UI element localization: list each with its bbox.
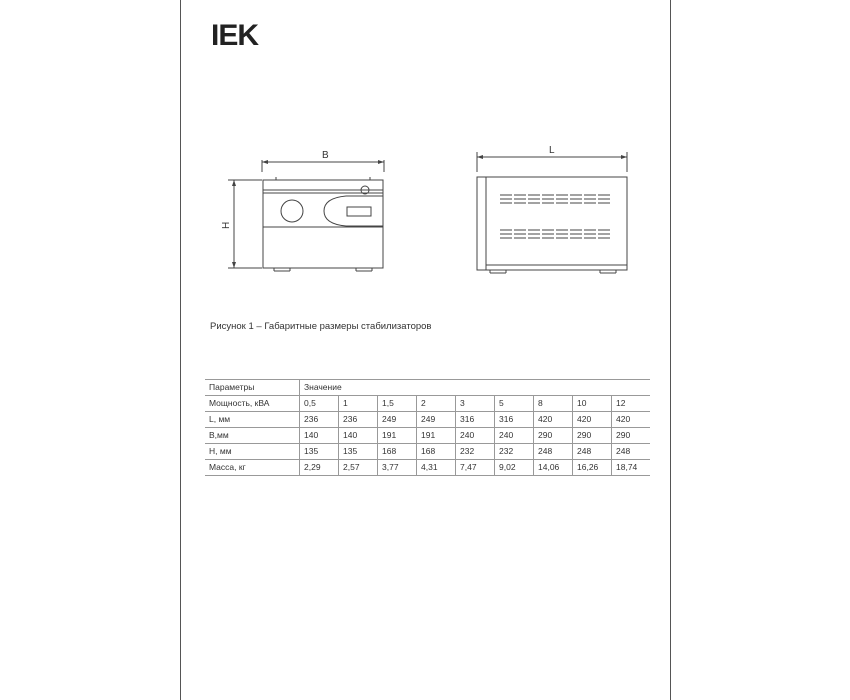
table-cell: 3 <box>456 396 495 412</box>
table-cell: 191 <box>417 428 456 444</box>
table-cell: 4,31 <box>417 460 456 476</box>
row-label: В,мм <box>205 428 300 444</box>
table-cell: 10 <box>573 396 612 412</box>
row-label: Н, мм <box>205 444 300 460</box>
row-label: Мощность, кВА <box>205 396 300 412</box>
table-row <box>205 444 650 460</box>
dimension-label-b: B <box>322 150 329 161</box>
dimension-label-l: L <box>549 145 555 156</box>
table-cell: 135 <box>300 444 339 460</box>
figure-caption: Рисунок 1 – Габаритные размеры стабилизаторов <box>210 321 432 332</box>
table-cell: 168 <box>417 444 456 460</box>
table-cell: 240 <box>456 428 495 444</box>
values-header-cell: Значение <box>300 380 651 396</box>
table-cell: 14,06 <box>534 460 573 476</box>
table-cell: 316 <box>456 412 495 428</box>
table-cell: 191 <box>378 428 417 444</box>
iek-logo: IEK <box>211 19 259 52</box>
table-cell: 236 <box>339 412 378 428</box>
table-cell: 8 <box>534 396 573 412</box>
table-cell: 2 <box>417 396 456 412</box>
table-cell: 316 <box>495 412 534 428</box>
table-cell: 420 <box>612 412 651 428</box>
table-cell: 1,5 <box>378 396 417 412</box>
table-cell: 248 <box>612 444 651 460</box>
params-header-cell: Параметры <box>205 380 300 396</box>
table-cell: 0,5 <box>300 396 339 412</box>
table-cell: 420 <box>573 412 612 428</box>
table-cell: 140 <box>339 428 378 444</box>
table-cell: 232 <box>495 444 534 460</box>
table-cell: 135 <box>339 444 378 460</box>
table-cell: 2,57 <box>339 460 378 476</box>
table-cell: 3,77 <box>378 460 417 476</box>
table-row <box>205 396 650 412</box>
table-cell: 168 <box>378 444 417 460</box>
row-label: Масса, кг <box>205 460 300 476</box>
table-cell: 18,74 <box>612 460 651 476</box>
table-cell: 420 <box>534 412 573 428</box>
table-cell: 5 <box>495 396 534 412</box>
table-cell: 236 <box>300 412 339 428</box>
table-cell: 290 <box>534 428 573 444</box>
table-cell: 290 <box>612 428 651 444</box>
table-row <box>205 428 650 444</box>
dimensions-table <box>205 379 650 476</box>
table-cell: 248 <box>573 444 612 460</box>
dimension-label-h: H <box>221 221 232 229</box>
table-cell: 249 <box>417 412 456 428</box>
table-cell: 232 <box>456 444 495 460</box>
table-cell: 2,29 <box>300 460 339 476</box>
table-cell: 12 <box>612 396 651 412</box>
table-cell: 1 <box>339 396 378 412</box>
table-row <box>205 460 650 476</box>
table-cell: 249 <box>378 412 417 428</box>
table-cell: 9,02 <box>495 460 534 476</box>
row-label: L, мм <box>205 412 300 428</box>
table-cell: 248 <box>534 444 573 460</box>
table-cell: 290 <box>573 428 612 444</box>
table-cell: 140 <box>300 428 339 444</box>
table-header-row <box>205 380 650 396</box>
table-row <box>205 412 650 428</box>
table-cell: 7,47 <box>456 460 495 476</box>
table-cell: 16,26 <box>573 460 612 476</box>
table-cell: 240 <box>495 428 534 444</box>
